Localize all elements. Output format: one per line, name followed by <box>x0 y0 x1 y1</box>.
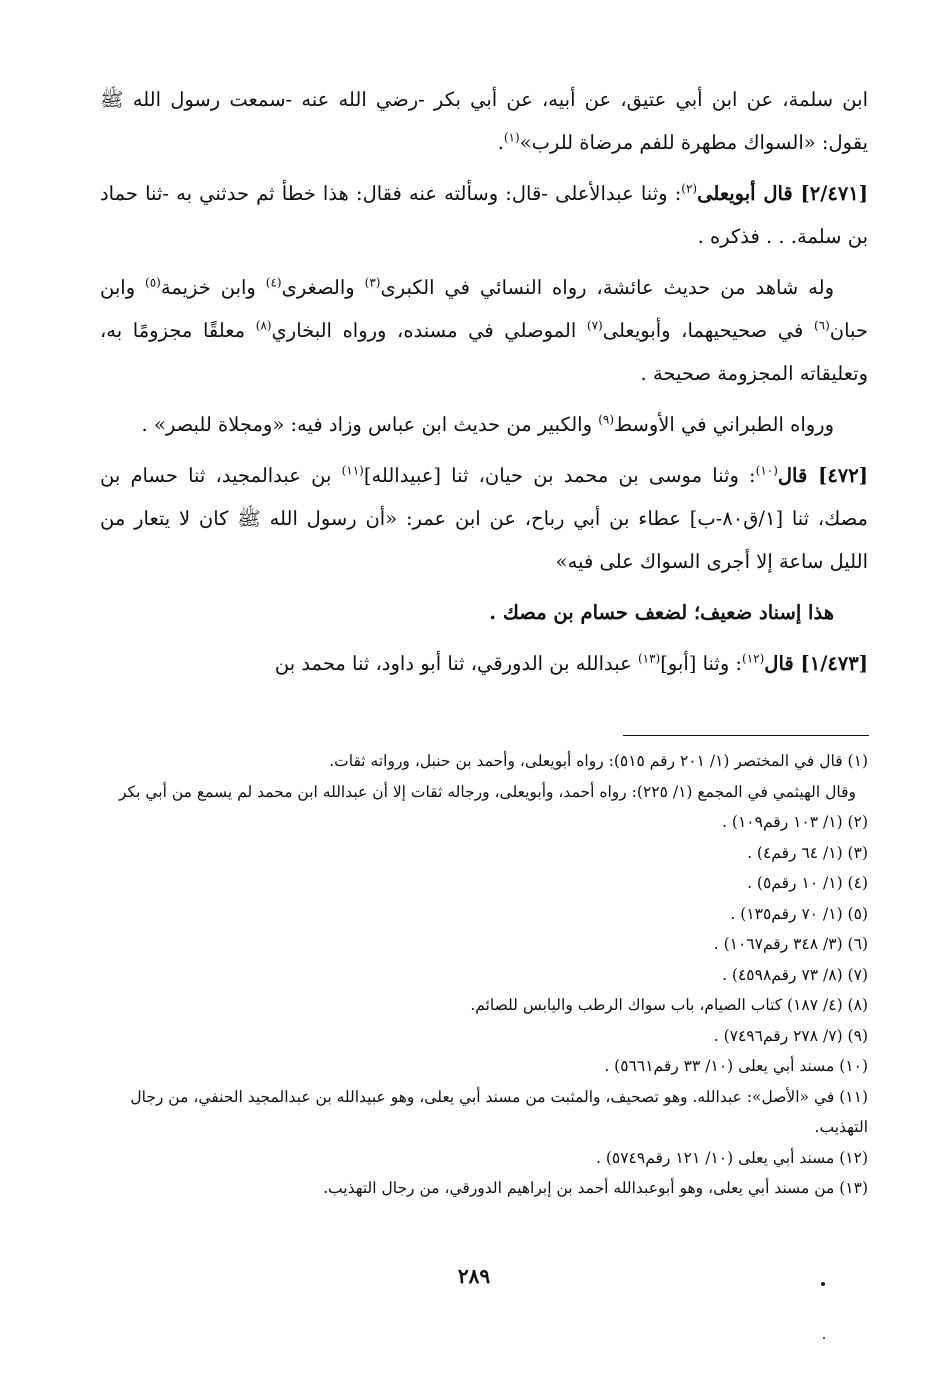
footnote-fn6: (٦) (٣/ ٣٤٨ رقم١٠٦٧) . <box>713 935 868 953</box>
paragraph-text: في صحيحيهما، وأبويعلى <box>602 319 814 342</box>
paragraph-p5 <box>100 454 868 583</box>
page-speck <box>823 1337 825 1339</box>
footnote-fn5: (٥) (١/ ٧٠ رقم١٣٥) . <box>730 904 868 923</box>
paragraph-text: الموصلي في مسنده، ورواه البخاري <box>271 319 587 342</box>
paragraph-text: بن عبدالمجيد، ثنا حسام بن مصك، ثنا [١/ق٨٠-ب] عطاء بن أبي رباح، عن ابن عمر: «أن رسول الله ﷺ كان لا يتعار من الليل ساعة إلا أجرى السواك على فيه» <box>100 464 868 573</box>
footnote-fn1-continuation: وقال الهيثمي في المجمع (١/ ٢٢٥): رواه أحمد، وأبويعلى، ورجاله ثقات إلا أن عبدالله ابن محمد لم يسمع من أبي بكر <box>119 782 856 801</box>
paragraph-p1 <box>100 78 868 164</box>
page-number: ٢٨٩ <box>457 1264 491 1288</box>
paragraph-text: والكبير من حديث ابن عباس وزاد فيه: «ومجلاة للبصر» . <box>141 413 599 436</box>
footnotes <box>100 746 868 1204</box>
footnote-marker: (٣) <box>364 275 381 290</box>
paragraph-text: معلقًا مجزومًا به، وتعليقاته المجزومة صحيحة . <box>100 319 868 385</box>
footnote-marker: (٩) <box>598 412 615 427</box>
footnote-fn10: (١٠) مسند أبي يعلى (١٠/ ٣٣ رقم٥٦٦١) . <box>604 1057 868 1075</box>
paragraph-text: : وثنا موسى بن محمد بن حيان، ثنا [عبيدالله] <box>363 464 756 487</box>
entry-heading: [٤٧٢] قال <box>777 464 868 487</box>
footnote-fn4: (٤) (١/ ١٠ رقم٥) . <box>747 874 868 892</box>
footnote-fn8: (٨) (٤/ ١٨٧) كتاب الصيام، باب سواك الرطب واليابس للصائم. <box>470 996 868 1014</box>
footnote-marker: (١٣) <box>637 651 661 666</box>
paragraph-text: وابن خزيمة <box>160 276 266 299</box>
footnote-fn7: (٧) (٨/ ٧٣ رقم٤٥٩٨) . <box>722 965 868 984</box>
footnote-marker: (٨) <box>255 318 272 333</box>
footnote-fn3: (٣) (١/ ٦٤ رقم٤) . <box>747 843 868 862</box>
footnote-marker: (٢) <box>681 181 698 196</box>
paragraph-text: وابن حبان <box>100 276 868 342</box>
paragraph-p6 <box>100 591 868 634</box>
footnote-fn13: (١٣) من مسند أبي يعلى، وهو أبوعبدالله أحمد بن إبراهيم الدورقي، من رجال التهذيب. <box>323 1179 868 1197</box>
paragraph-text: وله شاهد من حديث عائشة، رواه النسائي في الكبرى <box>380 276 834 299</box>
footnote-fn11: (١١) في «الأصل»: عبدالله. وهو تصحيف، والمثبت من مسند أبي يعلى، وهو عبيدالله بن عبدالمجيد الحنفي، من رجال التهذيب. <box>130 1087 868 1136</box>
footnote-marker: (١١) <box>341 463 364 478</box>
paragraph-text: : وثنا [أبو] <box>660 652 743 675</box>
footnote-fn12: (١٢) مسند أبي يعلى (١٠/ ١٢١ رقم٥٧٤٩) . <box>595 1148 868 1167</box>
page-speck <box>821 1282 825 1286</box>
footnote-fn9: (٩) (٧/ ٢٧٨ رقم٧٤٩٦) . <box>713 1026 868 1045</box>
entry-heading: هذا إسناد ضعيف؛ لضعف حسام بن مصك . <box>489 601 834 624</box>
entry-heading: [١/٤٧٣] قال <box>764 652 868 675</box>
footnote-marker: (٦) <box>813 318 830 333</box>
paragraph-text: ابن سلمة، عن ابن أبي عتيق، عن أبيه، عن أبي بكر -رضي الله عنه -سمعت رسول الله ﷺ يقول: «السواك مطهرة للفم مرضاة للرب» <box>100 88 868 154</box>
footnote-marker: (١) <box>503 130 520 145</box>
paragraph-text: ورواه الطبراني في الأوسط <box>614 413 834 436</box>
paragraph-p2 <box>100 172 868 258</box>
footnote-separator <box>623 735 869 736</box>
paragraph-text: عبدالله بن الدورقي، ثنا أبو داود، ثنا محمد بن <box>274 652 638 675</box>
entry-heading: [٢/٤٧١] قال أبويعلى <box>697 182 869 205</box>
footnote-fn2: (٢) (١/ ١٠٣ رقم١٠٩) . <box>722 813 868 831</box>
paragraph-p7 <box>100 642 868 685</box>
paragraph-text: والصغرى <box>281 276 365 299</box>
paragraph-p4 <box>100 403 868 446</box>
footnote-marker: (٧) <box>586 318 603 333</box>
footnote-marker: (٤) <box>265 275 282 290</box>
paragraph-text: : وثنا عبدالأعلى -قال: وسألته عنه فقال: هذا خطأ ثم حدثني به -ثنا حماد بن سلمة. . . فذكره . <box>100 182 868 248</box>
footnote-marker: (٥) <box>145 275 161 290</box>
footnote-marker: (١٠) <box>755 463 778 478</box>
paragraph-p3 <box>100 266 868 395</box>
paragraph-text: . <box>497 131 504 154</box>
footnote-fn1: (١) قال في المختصر (١/ ٢٠١ رقم ٥١٥): رواه أبويعلى، وأحمد بن حنبل، ورواته ثقات. <box>329 752 868 770</box>
main-text <box>100 78 868 693</box>
footnote-marker: (١٢) <box>742 651 765 666</box>
